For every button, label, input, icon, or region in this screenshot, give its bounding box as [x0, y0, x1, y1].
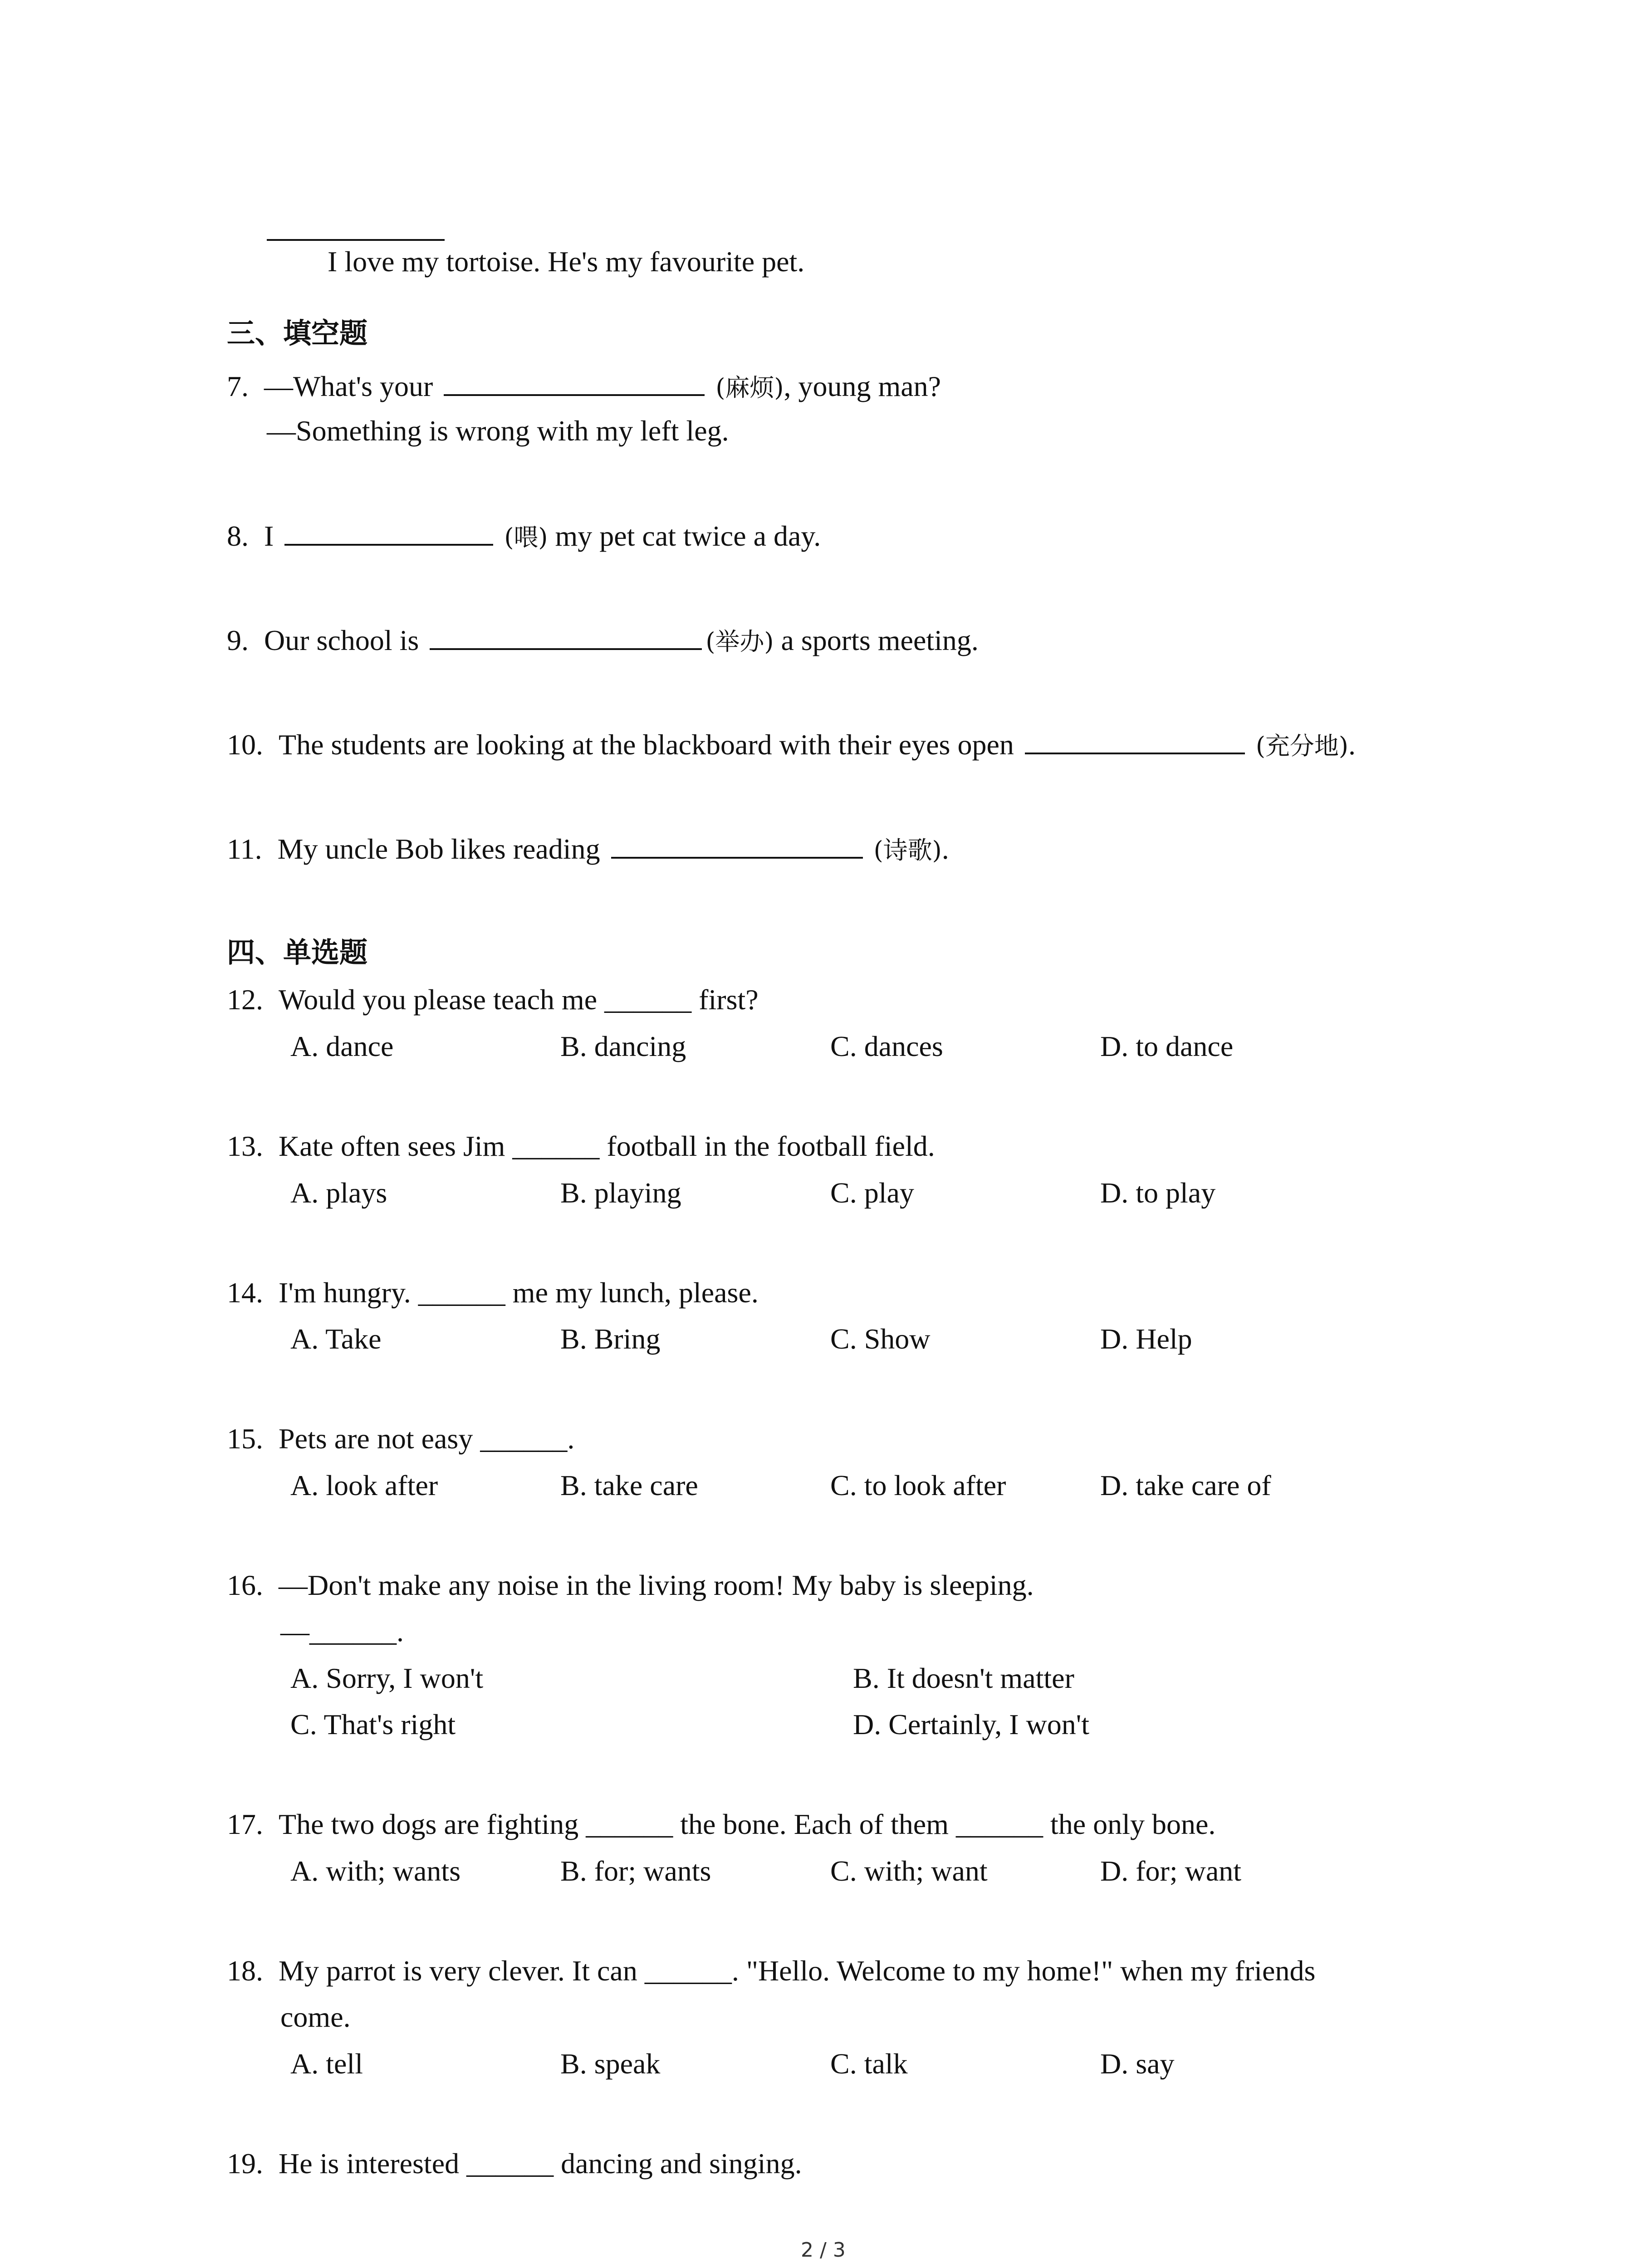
option-d[interactable]: D. to play	[1100, 1177, 1216, 1209]
question-13	[227, 1132, 935, 1161]
option-a[interactable]: A. tell	[290, 2048, 363, 2080]
question-stem: He is interested ______ dancing and singing.	[279, 2147, 802, 2180]
option-c[interactable]: C. dances	[830, 1030, 943, 1062]
question-hint: (举办)	[705, 627, 774, 656]
option-b[interactable]: B. playing	[560, 1177, 681, 1209]
question-text-after: a sports meeting.	[774, 624, 979, 656]
option-d[interactable]: D. say	[1100, 2048, 1175, 2080]
option-d[interactable]: D. Help	[1100, 1323, 1192, 1355]
question-stem: Would you please teach me ______ first?	[279, 983, 759, 1016]
option-b[interactable]: B. It doesn't matter	[853, 1662, 1074, 1694]
option-c[interactable]: C. to look after	[830, 1469, 1006, 1501]
question-text: —What's your	[264, 370, 433, 402]
section-heading-fill-in: 三、填空题	[227, 317, 368, 350]
question-stem: The two dogs are fighting ______ the bone. Each of them ______ the only bone.	[279, 1808, 1216, 1840]
question-19	[227, 2149, 802, 2178]
option-a[interactable]: A. plays	[290, 1177, 387, 1209]
question-8	[227, 519, 821, 551]
option-c[interactable]: C. talk	[830, 2048, 908, 2080]
answer-blank[interactable]	[444, 370, 705, 396]
question-hint: (诗歌)	[873, 836, 942, 865]
option-c[interactable]: C. play	[830, 1177, 914, 1209]
page-number: 2 / 3	[801, 2239, 846, 2262]
question-hint: (喂)	[504, 523, 548, 552]
question-16-reply: —______.	[280, 1615, 404, 1647]
question-number: 12.	[227, 983, 263, 1016]
question-14	[227, 1278, 759, 1307]
question-12	[227, 985, 759, 1014]
section-heading-multiple-choice: 四、单选题	[227, 936, 368, 969]
question-number: 18.	[227, 1955, 263, 1987]
question-text-after: .	[941, 833, 949, 865]
question-7-reply: —Something is wrong with my left leg.	[267, 415, 729, 447]
question-18-continued: come.	[280, 2001, 351, 2033]
option-d[interactable]: D. to dance	[1100, 1030, 1234, 1062]
question-15	[227, 1424, 574, 1453]
question-stem: —Don't make any noise in the living room! My baby is sleeping.	[279, 1569, 1034, 1601]
question-9	[227, 624, 979, 655]
question-number: 9.	[227, 624, 249, 656]
question-stem: Pets are not easy ______.	[279, 1422, 575, 1455]
carryover-text: I love my tortoise. He's my favourite pet.	[328, 245, 805, 278]
answer-blank[interactable]	[1025, 728, 1245, 754]
question-number: 8.	[227, 520, 249, 552]
question-stem: My parrot is very clever. It can ______. "Hello. Welcome to my home!" when my friends	[279, 1955, 1316, 1987]
question-number: 13.	[227, 1130, 263, 1162]
question-text-after: .	[1348, 728, 1356, 761]
option-b[interactable]: B. for; wants	[560, 1855, 711, 1887]
question-text: I	[264, 520, 274, 552]
option-a[interactable]: A. dance	[290, 1030, 394, 1062]
option-b[interactable]: B. Bring	[560, 1323, 661, 1355]
question-10	[227, 728, 1356, 759]
question-number: 11.	[227, 833, 262, 865]
question-stem: Kate often sees Jim ______ football in the football field.	[279, 1130, 935, 1162]
question-text: Our school is	[264, 624, 419, 656]
question-number: 17.	[227, 1808, 263, 1840]
option-a[interactable]: A. Take	[290, 1323, 382, 1355]
answer-blank[interactable]	[430, 624, 702, 650]
answer-blank[interactable]	[611, 832, 863, 859]
question-text-after: my pet cat twice a day.	[548, 520, 821, 552]
question-17	[227, 1810, 1215, 1839]
option-b[interactable]: B. dancing	[560, 1030, 686, 1062]
option-a[interactable]: A. look after	[290, 1469, 438, 1501]
option-b[interactable]: B. take care	[560, 1469, 698, 1501]
answer-line	[267, 239, 445, 241]
question-11	[227, 832, 949, 864]
option-c[interactable]: C. That's right	[290, 1708, 456, 1740]
option-d[interactable]: D. Certainly, I won't	[853, 1708, 1090, 1740]
option-d[interactable]: D. take care of	[1100, 1469, 1271, 1501]
question-text: My uncle Bob likes reading	[277, 833, 600, 865]
question-7	[227, 370, 941, 401]
option-d[interactable]: D. for; want	[1100, 1855, 1242, 1887]
option-c[interactable]: C. Show	[830, 1323, 931, 1355]
answer-blank[interactable]	[284, 519, 493, 546]
question-number: 14.	[227, 1276, 263, 1309]
option-b[interactable]: B. speak	[560, 2048, 661, 2080]
question-number: 7.	[227, 370, 249, 402]
question-hint: (充分地)	[1255, 732, 1348, 760]
question-text: The students are looking at the blackboard with their eyes open	[279, 728, 1014, 761]
question-18	[227, 1956, 1315, 1985]
question-number: 16.	[227, 1569, 263, 1601]
question-stem: I'm hungry. ______ me my lunch, please.	[279, 1276, 759, 1309]
option-c[interactable]: C. with; want	[830, 1855, 988, 1887]
question-number: 19.	[227, 2147, 263, 2180]
question-16	[227, 1571, 1034, 1600]
option-a[interactable]: A. with; wants	[290, 1855, 461, 1887]
question-number: 10.	[227, 728, 263, 761]
question-hint: (麻烦)	[715, 373, 784, 402]
question-number: 15.	[227, 1422, 263, 1455]
question-text-after: , young man?	[784, 370, 941, 402]
option-a[interactable]: A. Sorry, I won't	[290, 1662, 484, 1694]
